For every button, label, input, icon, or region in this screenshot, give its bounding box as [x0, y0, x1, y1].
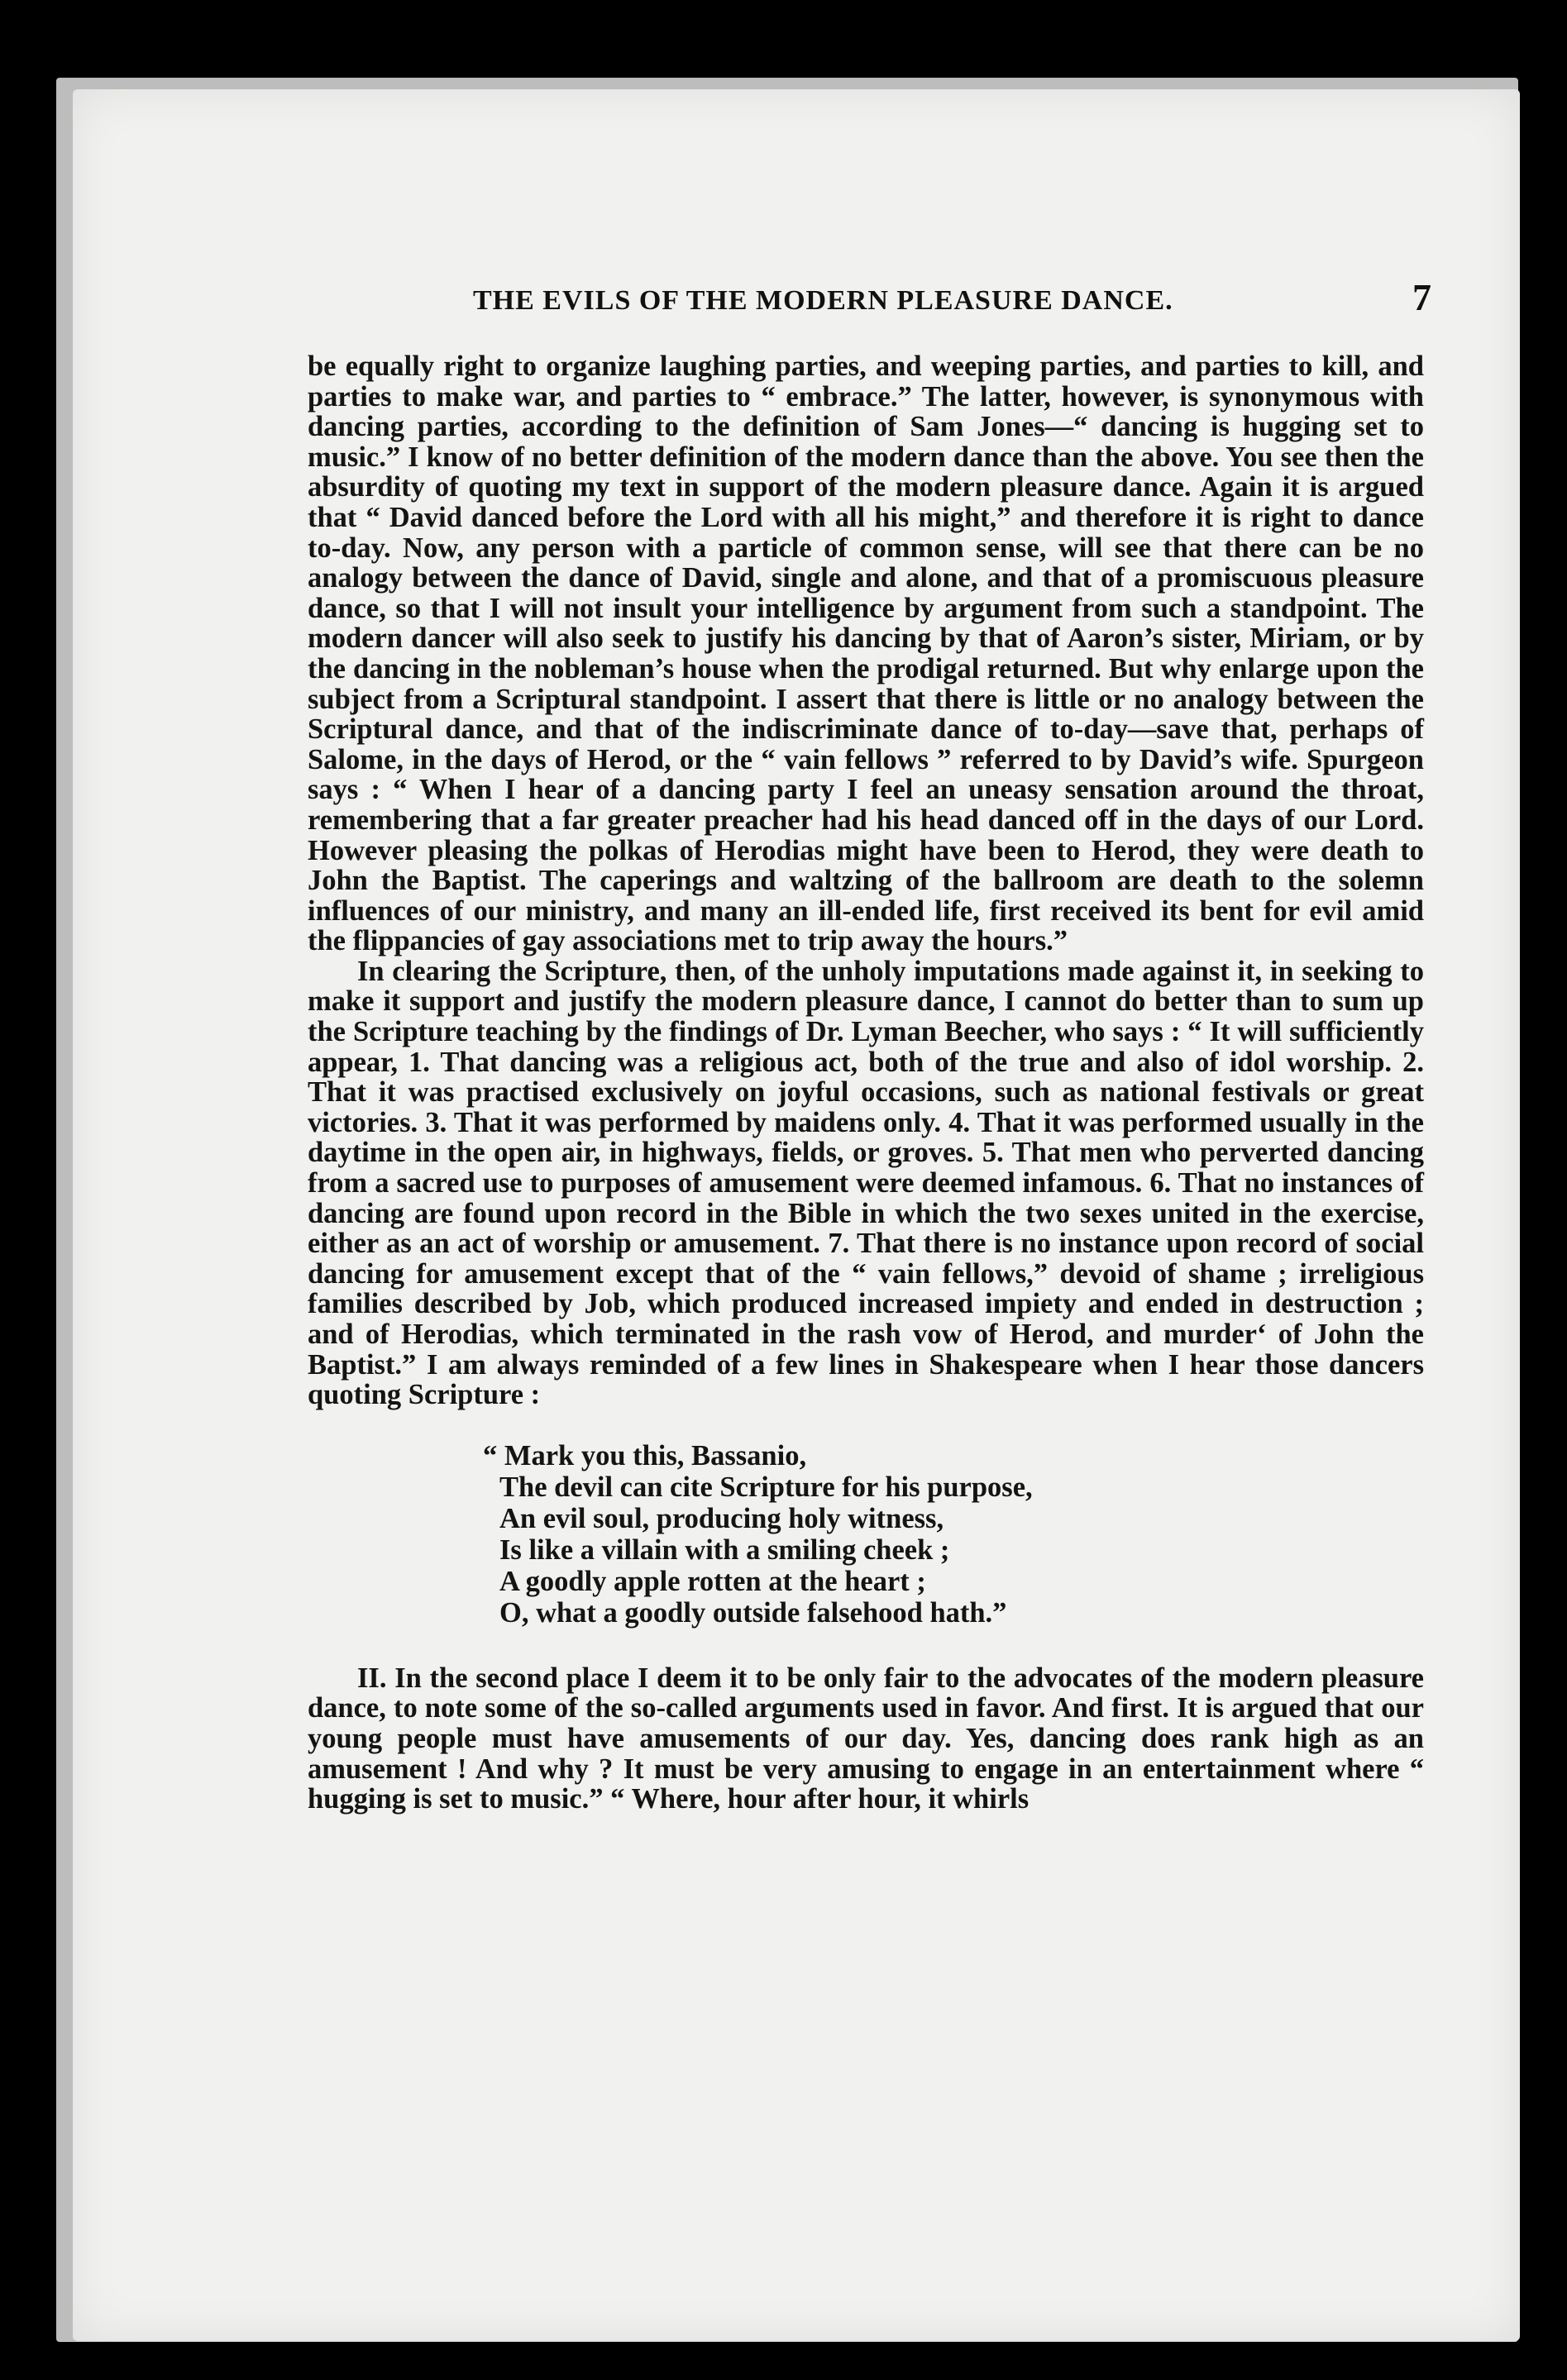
page-number: 7 — [1412, 276, 1432, 318]
verse-line: “ Mark you this, Bassanio, — [483, 1439, 807, 1471]
paragraph: be equally right to organize laughing parties, and weeping parties, and parties to kill, and parties to make war, and parties to “ embrace.” The latter, however, is synonymous with dancing parties, according to the definition of Sam Jones—“ dancing is hugging set to music.” I know of no better definition of the modern dance than the above. You see then the absurdity of quoting my text in support of the modern pleasure dance. Again it is argued that “ David danced before the Lord with all his might,” and therefore it is right to dance to-day. Now, any person with a particle of common sense, will see that there can be no analogy between the dance of David, single and alone, and that of a promiscuous pleasure dance, so that I will not insult your intelligence by argument from such a standpoint. The modern dancer will also seek to justify his dancing by that of Aaron’s sister, Miriam, or by the dancing in the nobleman’s house when the prodigal returned. But why enlarge upon the subject from a Scriptural standpoint. I assert that there is little or no analogy between the Scriptural dance, and that of the indiscriminate dance of to-day—save that, perhaps of Salome, in the days of Herod, or the “ vain fellows ” referred to by David’s wife. Spurgeon says : “ When I hear of a dancing party I feel an uneasy sensation around the throat, remembering that a far greater preacher had his head danced off in the days of our Lord. However pleasing the polkas of Herodias might have been to Herod, they were death to John the Baptist. The caperings and waltzing of the ballroom are death to the solemn influences of our ministry, and many an ill-ended life, first received its bent for evil amid the flippancies of gay associations met to trip away the hours.” — [308, 351, 1424, 957]
verse-line: The devil can cite Scripture for his purpose, — [499, 1471, 1033, 1503]
body-text — [308, 351, 1424, 1815]
verse-line: An evil soul, producing holy witness, — [499, 1502, 944, 1534]
running-title: THE EVILS OF THE MODERN PLEASURE DANCE. — [473, 285, 1173, 316]
verse-line: Is like a villain with a smiling cheek ; — [499, 1533, 950, 1566]
section-paragraph: II. In the second place I deem it to be only fair to the advocates of the modern pleasure dance, to note some of the so-called arguments used in favor. And first. It is argued that our young people must have amusements of our day. Yes, dancing does rank high as an amusement ! And why ? It must be very amusing to engage in an entertainment where “ hugging is set to music.” “ Where, hour after hour, it whirls — [308, 1662, 1424, 1815]
verse-line: O, what a goodly outside falsehood hath.” — [499, 1596, 1007, 1629]
page-header — [473, 276, 1432, 335]
paragraph: In clearing the Scripture, then, of the unholy imputations made against it, in seeking to make it support and justify the modern pleasure dance, I cannot do better than to sum up the Scripture teaching by the findings of Dr. Lyman Beecher, who says : “ It will sufficiently appear, 1. That dancing was a religious act, both of the true and also of idol worship. 2. That it was practised exclusively on joyful occasions, such as national festivals or great victories. 3. That it was performed by maidens only. 4. That it was performed usually in the daytime in the open air, in highways, fields, or groves. 5. That men who perverted dancing from a sacred use to purposes of amusement were deemed infamous. 6. That no instances of dancing are found upon record in the Bible in which the two sexes united in the exercise, either as an act of worship or amusement. 7. That there is no instance upon record of social dancing for amusement except that of the “ vain fellows,” devoid of shame ; irreligious families described by Job, which produced increased impiety and ended in destruction ; and of Herodias, which terminated in the rash vow of Herod, and murder‘ of John the Baptist.” I am always reminded of a few lines in Shakespeare when I hear those dancers quoting Scripture : — [308, 955, 1424, 1411]
verse-line: A goodly apple rotten at the heart ; — [499, 1565, 926, 1597]
verse-quote — [483, 1439, 1424, 1629]
